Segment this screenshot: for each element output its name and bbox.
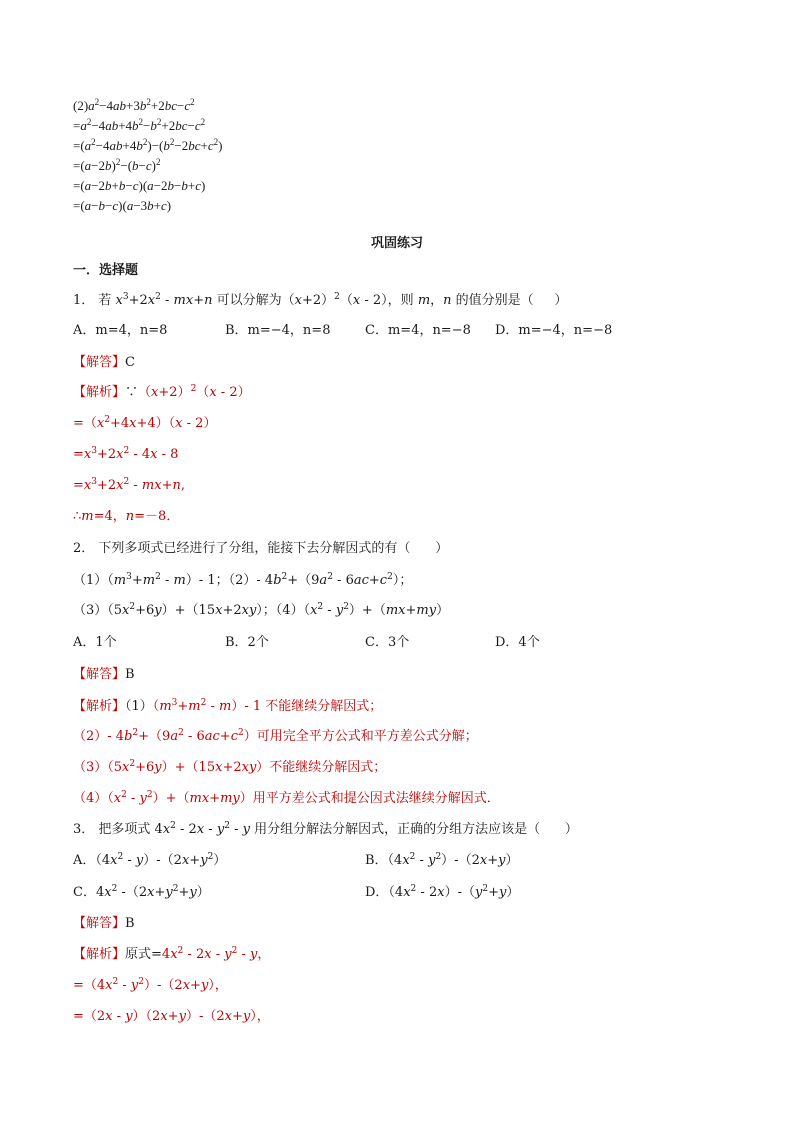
q3-analysis-line: 【解析】原式$=4x^2 - 2x - y^2 - y$， <box>73 946 271 962</box>
q3-option-b[interactable]: B．$(4x^2 - y^2)-(2x+y)$ <box>365 852 519 868</box>
q2-option-d[interactable]: D．4个 <box>495 635 540 650</box>
q3-option-d[interactable]: D．$(4x^2 - 2x)-(y^2+y)$ <box>365 884 520 900</box>
prior-line: $=a^2-4ab+4b^2-b^2+2bc-c^2$ <box>73 117 206 133</box>
q2-item-line: $(3)(5x^2+6y)+(15x+2xy)$；$(4)(x^2 - y^2)+(mx+my)$ <box>73 602 450 618</box>
prior-line: $=(a-2b)^2-(b-c)^2$ <box>73 157 161 173</box>
q3-answer <box>73 915 135 932</box>
part-heading: 一．选择题 <box>73 263 139 278</box>
q2-answer <box>73 666 135 683</box>
q2-analysis-line: $(4)(x^2 - y^2)+(mx+my)$用平方差公式和提公因式法继续分解因式． <box>73 790 500 806</box>
answer-tag: 【解答】 <box>73 667 126 682</box>
q1-option-b[interactable]: B．m=−4，n=8 <box>225 323 331 338</box>
question-3: 3． 把多项式 $4x^2 - 2x - y^2$ - y 用分组分解法分解因式，正确的分组方法应该是（ ） <box>73 821 578 837</box>
answer-tag: 【解答】 <box>73 355 126 370</box>
q3-options-row-1 <box>73 852 518 869</box>
prior-line: $=(a^2-4ab+4b^2)-(b^2-2bc+c^2)$ <box>73 137 223 153</box>
q2-option-c[interactable]: C．3个 <box>365 635 410 650</box>
q3-option-c[interactable]: C．$4x^2$ $-(2x+y^2+y)$ <box>73 884 210 900</box>
q1-option-a[interactable]: A．m=4，n=8 <box>73 323 168 338</box>
analysis-tag: 【解析】 <box>73 947 126 962</box>
q1-option-d[interactable]: D．m=−4，n=−8 <box>495 323 613 338</box>
q3-answer-value: B <box>125 916 135 931</box>
q3-analysis-line: $=(4x^2 - y^2)-(2x+y)$， <box>73 977 228 993</box>
q2-analysis-line: $(3)(5x^2+6y)+(15x+2xy)$不能继续分解因式； <box>73 759 387 775</box>
q2-option-a[interactable]: A．1个 <box>73 635 117 650</box>
q1-options <box>73 322 612 339</box>
question-1: 1． 若 $x^3+2x^2 - mx+n$ 可以分解为$(x+2)^2(x - 2)$，则 m，n 的值分别是（ ） <box>73 292 568 308</box>
prior-line: =(a−2b+b−c)(a−2b−b+c) <box>73 178 206 193</box>
q1-analysis-line: 【解析】$\because(x+2)^2(x - 2)$ <box>73 384 251 400</box>
prior-line: =(a−b−c)(a−3b+c) <box>73 198 172 213</box>
q1-answer <box>73 354 135 371</box>
question-2: 2． 下列多项式已经进行了分组，能接下去分解因式的有（ ） <box>73 541 449 556</box>
q1-analysis-line: ∴m=4，n=－8． <box>73 509 180 524</box>
q1-analysis-line: $=x^3+2x^2 - 4x - 8$ <box>73 446 179 462</box>
section-title: 巩固练习 <box>370 236 423 251</box>
q2-answer-value: B <box>125 667 135 682</box>
q3-option-a[interactable]: A．$(4x^2 - y)-(2x+y^2)$ <box>73 852 227 868</box>
answer-tag: 【解答】 <box>73 916 126 931</box>
q2-analysis-line: 【解析】$(1)(m^3+m^2 - m)-$ 1 不能继续分解因式； <box>73 698 383 714</box>
q1-analysis-line: $=(x^2+4x+4)(x - 2)$ <box>73 415 217 431</box>
analysis-tag: 【解析】 <box>73 699 126 714</box>
q2-options <box>73 634 540 651</box>
q1-answer-value: C <box>125 355 135 370</box>
q3-options-row-2 <box>73 884 519 901</box>
q3-analysis-line: =（2x - y）（2x+y）-（2x+y）， <box>73 1009 270 1024</box>
prior-line: $(2)a^2-4ab+3b^2+2bc-c^2$ <box>73 97 195 113</box>
q2-analysis-line: （2）- $4b^2+(9a^2 - 6ac+c^2)$可用完全平方公式和平方差公式分解； <box>73 728 478 744</box>
q1-option-c[interactable]: C．m=4，n=−8 <box>365 323 471 338</box>
q2-item-line: $(1)(m^3+m^2 - m)-$ 1；（2）- $4b^2+(9a^2 - 6ac+c^2)$； <box>73 572 413 588</box>
q1-analysis-line: $=x^3+2x^2 - mx+n$, <box>73 477 185 493</box>
analysis-tag: 【解析】 <box>73 385 126 400</box>
q2-option-b[interactable]: B．2个 <box>225 635 269 650</box>
